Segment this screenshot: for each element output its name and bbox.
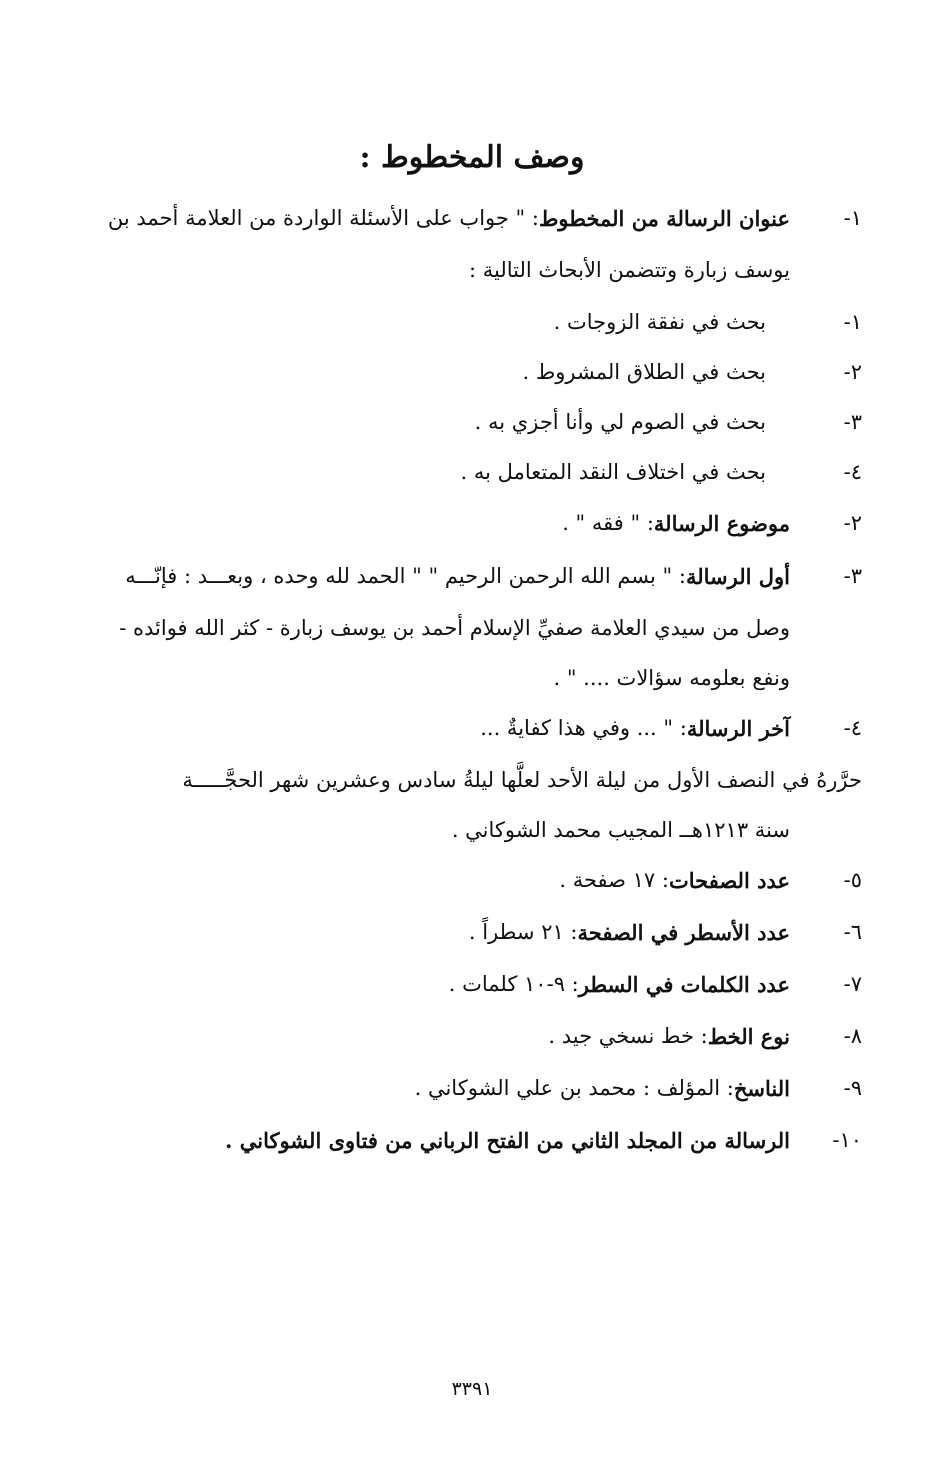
subitem-text: بحث في الصوم لي وأنا أجزي به .	[474, 410, 766, 434]
item-pages	[100, 860, 862, 900]
item-number: ٥-	[843, 868, 862, 892]
item-words	[100, 964, 862, 1004]
subitem	[100, 302, 862, 342]
subitem-number: ٤-	[843, 460, 862, 484]
page-number: ٣٣٩١	[451, 1378, 493, 1400]
item-number: ٣-	[843, 564, 862, 588]
item-ending-continuation: حرَّرهُ في النصف الأول من ليلة الأحد لعلَّها ليلةُ سادس وعشرين شهر الحجَّـــــة	[182, 768, 862, 792]
subitem-text: بحث في الطلاق المشروط .	[522, 360, 766, 384]
item-lines	[100, 912, 862, 952]
item-number: ٦-	[843, 920, 862, 944]
item-label: عدد الكلمات في السطر	[578, 971, 790, 997]
item-text: : " جواب على الأسئلة الواردة من العلامة أحمد بن	[107, 206, 539, 230]
item-label: عدد الصفحات	[668, 867, 790, 893]
subitem-text: بحث في نفقة الزوجات .	[553, 310, 766, 334]
item-number: ٤-	[843, 716, 862, 740]
item-beginning-continuation: ونفع بعلومه سؤالات .... " .	[553, 666, 790, 690]
item-label: عدد الأسطر في الصفحة	[577, 919, 790, 945]
item-number: ١٠-	[832, 1128, 862, 1152]
item-ending-continuation: سنة ١٢١٣هــ المجيب محمد الشوكاني .	[451, 818, 790, 842]
item-text: : خط نسخي جيد .	[548, 1024, 708, 1048]
subitem-number: ١-	[843, 310, 862, 334]
page-title: وصف المخطوط :	[359, 140, 585, 175]
item-number: ٨-	[843, 1024, 862, 1048]
item-number: ٢-	[843, 511, 862, 535]
item-label: آخر الرسالة	[686, 715, 790, 741]
item-label: أول الرسالة	[685, 563, 790, 589]
item-copyist	[100, 1068, 862, 1108]
item-text: الرسالة من المجلد الثاني من الفتح الرباني من فتاوى الشوكاني .	[225, 1127, 790, 1153]
item-label: موضوع الرسالة	[653, 510, 790, 536]
item-beginning	[100, 556, 862, 596]
item-label: عنوان الرسالة من المخطوط	[538, 205, 790, 231]
subitem	[100, 352, 862, 392]
item-text: : ٩-١٠ كلمات .	[448, 972, 579, 996]
item-script	[100, 1016, 862, 1056]
item-source	[100, 1120, 862, 1160]
item-text: : المؤلف : محمد بن علي الشوكاني .	[414, 1076, 734, 1100]
item-text: : " بسم الله الرحمن الرحيم " " الحمد لله وحده ، وبعـــد : فإنّـــه	[125, 564, 686, 588]
item-text: : " ... وفي هذا كفايةٌ ...	[480, 716, 687, 740]
item-ending	[100, 708, 862, 748]
subitem	[100, 402, 862, 442]
item-text: : " فقه " .	[562, 511, 654, 535]
item-number: ١-	[843, 206, 862, 230]
item-beginning-continuation: وصل من سيدي العلامة صفيِّ الإسلام أحمد بن يوسف زبارة - كثر الله فوائده -	[119, 616, 790, 640]
subitem	[100, 452, 862, 492]
subitem-number: ٣-	[843, 410, 862, 434]
item-label: نوع الخط	[707, 1023, 790, 1049]
item-label: الناسخ	[733, 1075, 790, 1101]
item-text: : ١٧ صفحة .	[559, 868, 669, 892]
subitem-number: ٢-	[843, 360, 862, 384]
item-text: : ٢١ سطراً .	[468, 920, 578, 944]
item-subject	[100, 503, 862, 543]
item-number: ٧-	[843, 972, 862, 996]
item-title-continuation: يوسف زبارة وتتضمن الأبحاث التالية :	[468, 258, 790, 282]
item-title	[100, 198, 862, 238]
subitem-text: بحث في اختلاف النقد المتعامل به .	[460, 460, 766, 484]
item-number: ٩-	[843, 1076, 862, 1100]
